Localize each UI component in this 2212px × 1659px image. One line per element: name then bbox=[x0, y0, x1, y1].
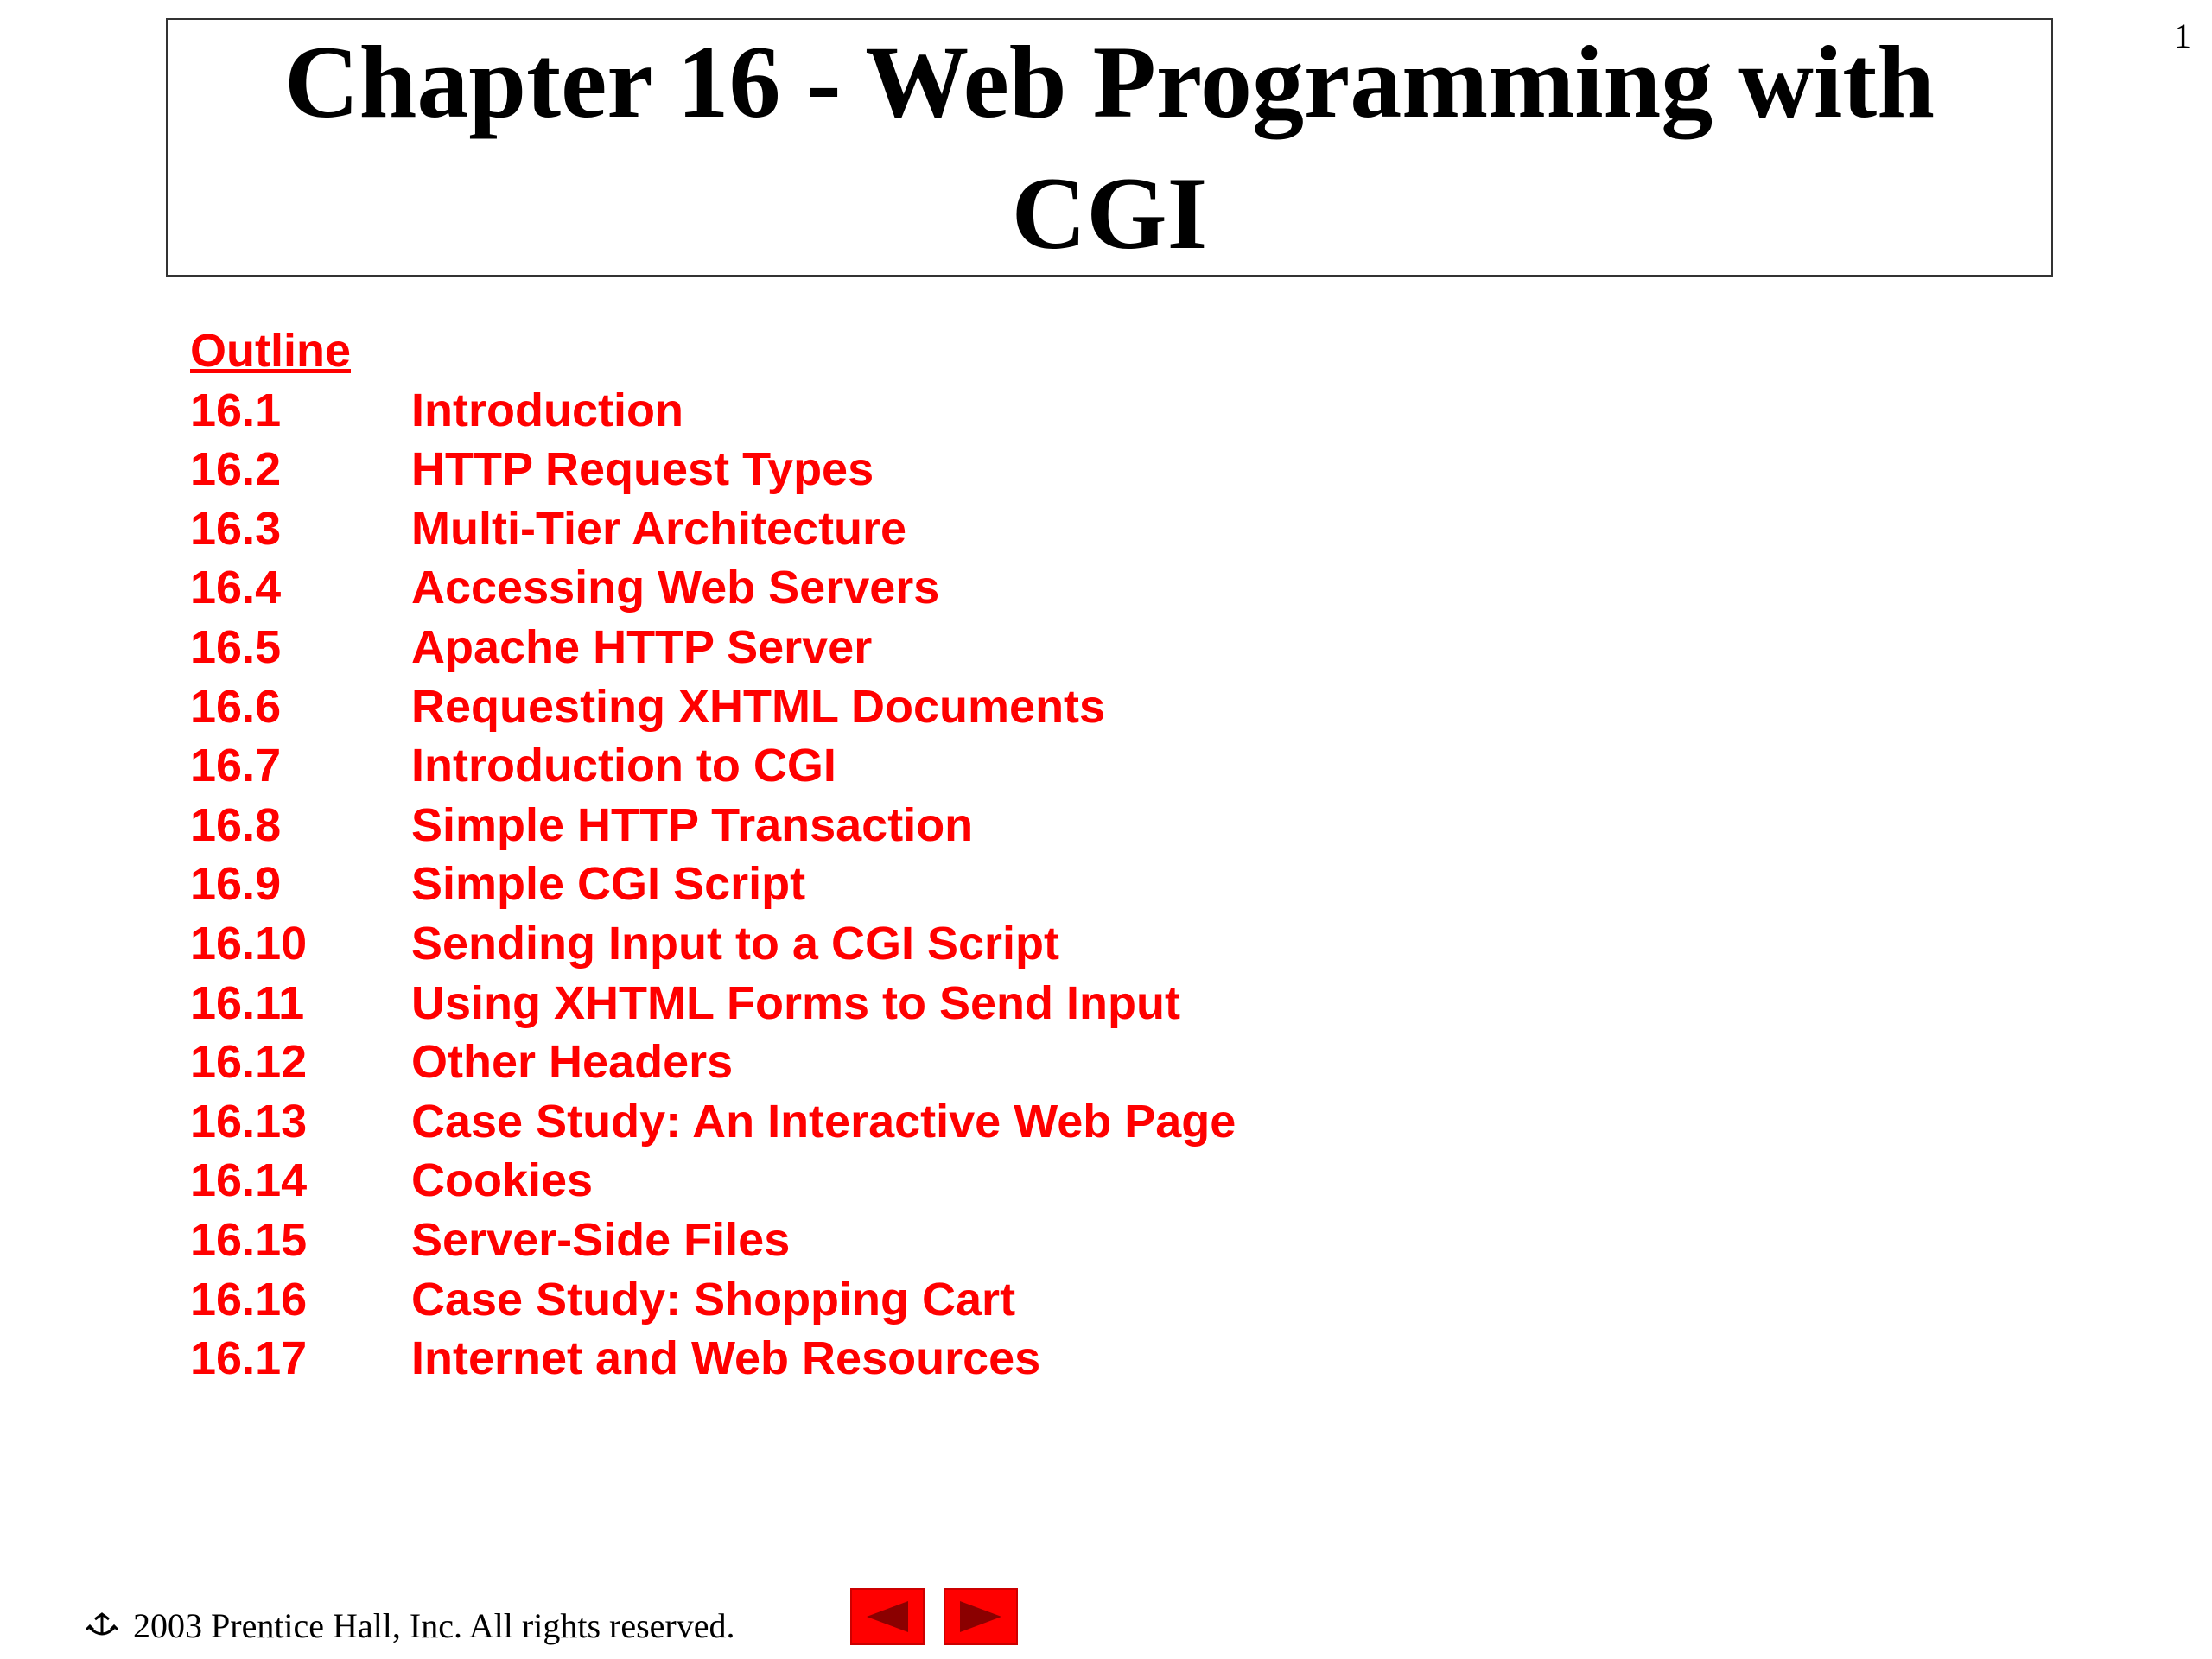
outline-item-number: 16.15 bbox=[190, 1213, 308, 1266]
title-box bbox=[166, 18, 2053, 276]
outline-item-number: 16.12 bbox=[190, 1036, 308, 1089]
arrow-right-icon bbox=[955, 1598, 1007, 1636]
outline-item[interactable] bbox=[190, 381, 1236, 441]
outline-item-label: Apache HTTP Server bbox=[411, 620, 873, 673]
outline-item-number: 16.16 bbox=[190, 1273, 308, 1325]
outline-item-number: 16.13 bbox=[190, 1095, 308, 1147]
arrow-left-icon bbox=[861, 1598, 913, 1636]
outline-item-label: Cookies bbox=[411, 1154, 594, 1207]
outline-item[interactable] bbox=[190, 558, 1236, 618]
outline-item-label: Server-Side Files bbox=[411, 1213, 791, 1266]
outline-item-label: Introduction bbox=[411, 384, 683, 436]
outline-item[interactable] bbox=[190, 914, 1236, 974]
outline-item-label: Requesting XHTML Documents bbox=[411, 680, 1106, 733]
outline-item-number: 16.10 bbox=[190, 917, 308, 969]
outline-item[interactable] bbox=[190, 1329, 1236, 1389]
outline-item[interactable] bbox=[190, 618, 1236, 677]
outline-item-label: Other Headers bbox=[411, 1036, 734, 1089]
outline-item-label: Using XHTML Forms to Send Input bbox=[411, 976, 1180, 1029]
slide-title bbox=[284, 16, 1935, 279]
outline-item[interactable] bbox=[190, 1270, 1236, 1330]
outline-item[interactable] bbox=[190, 736, 1236, 796]
outline-item-number: 16.5 bbox=[190, 620, 282, 673]
outline-item[interactable] bbox=[190, 1211, 1236, 1270]
outline-item-label: Simple CGI Script bbox=[411, 858, 806, 911]
outline-item[interactable] bbox=[190, 855, 1236, 914]
outline-item-number: 16.9 bbox=[190, 858, 282, 911]
outline-heading: Outline bbox=[190, 325, 351, 377]
footer bbox=[83, 1605, 734, 1646]
outline-item-label: Sending Input to a CGI Script bbox=[411, 917, 1059, 969]
copyright-text: 2003 Prentice Hall, Inc. All rights reserved. bbox=[133, 1606, 735, 1645]
outline-item[interactable] bbox=[190, 1033, 1236, 1092]
outline-item[interactable] bbox=[190, 1092, 1236, 1152]
outline-item[interactable] bbox=[190, 1151, 1236, 1211]
outline-item-number: 16.3 bbox=[190, 502, 282, 555]
outline-item-label: Simple HTTP Transaction bbox=[411, 798, 974, 851]
outline-item-number: 16.1 bbox=[190, 384, 282, 436]
slide-number: 1 bbox=[2174, 16, 2191, 55]
outline-item-number: 16.11 bbox=[190, 976, 305, 1029]
outline-item-number: 16.6 bbox=[190, 680, 282, 733]
outline-item-label: Case Study: An Interactive Web Page bbox=[411, 1095, 1236, 1147]
outline-item-label: Accessing Web Servers bbox=[411, 562, 940, 614]
next-slide-button[interactable] bbox=[944, 1588, 1018, 1645]
outline-item[interactable] bbox=[190, 677, 1236, 737]
outline-item-label: HTTP Request Types bbox=[411, 443, 874, 496]
slide-title-line2: CGI bbox=[1011, 155, 1208, 270]
slide-title-line1: Chapter 16 - Web Programming with bbox=[284, 23, 1935, 139]
outline-item-number: 16.7 bbox=[190, 740, 282, 792]
outline-item-label: Internet and Web Resources bbox=[411, 1332, 1041, 1385]
outline-item-number: 16.2 bbox=[190, 443, 282, 496]
outline-item[interactable] bbox=[190, 796, 1236, 855]
outline-item[interactable] bbox=[190, 440, 1236, 499]
outline-list bbox=[190, 381, 1236, 1389]
outline-item[interactable] bbox=[190, 499, 1236, 559]
copyright-logo-icon bbox=[83, 1611, 121, 1642]
outline bbox=[190, 321, 1236, 1389]
outline-item-number: 16.4 bbox=[190, 562, 282, 614]
outline-item-number: 16.8 bbox=[190, 798, 282, 851]
outline-item-label: Case Study: Shopping Cart bbox=[411, 1273, 1016, 1325]
outline-item-label: Multi-Tier Architecture bbox=[411, 502, 907, 555]
outline-item-label: Introduction to CGI bbox=[411, 740, 836, 792]
previous-slide-button[interactable] bbox=[850, 1588, 925, 1645]
outline-item-number: 16.14 bbox=[190, 1154, 308, 1207]
outline-item[interactable] bbox=[190, 974, 1236, 1033]
outline-item-number: 16.17 bbox=[190, 1332, 308, 1385]
